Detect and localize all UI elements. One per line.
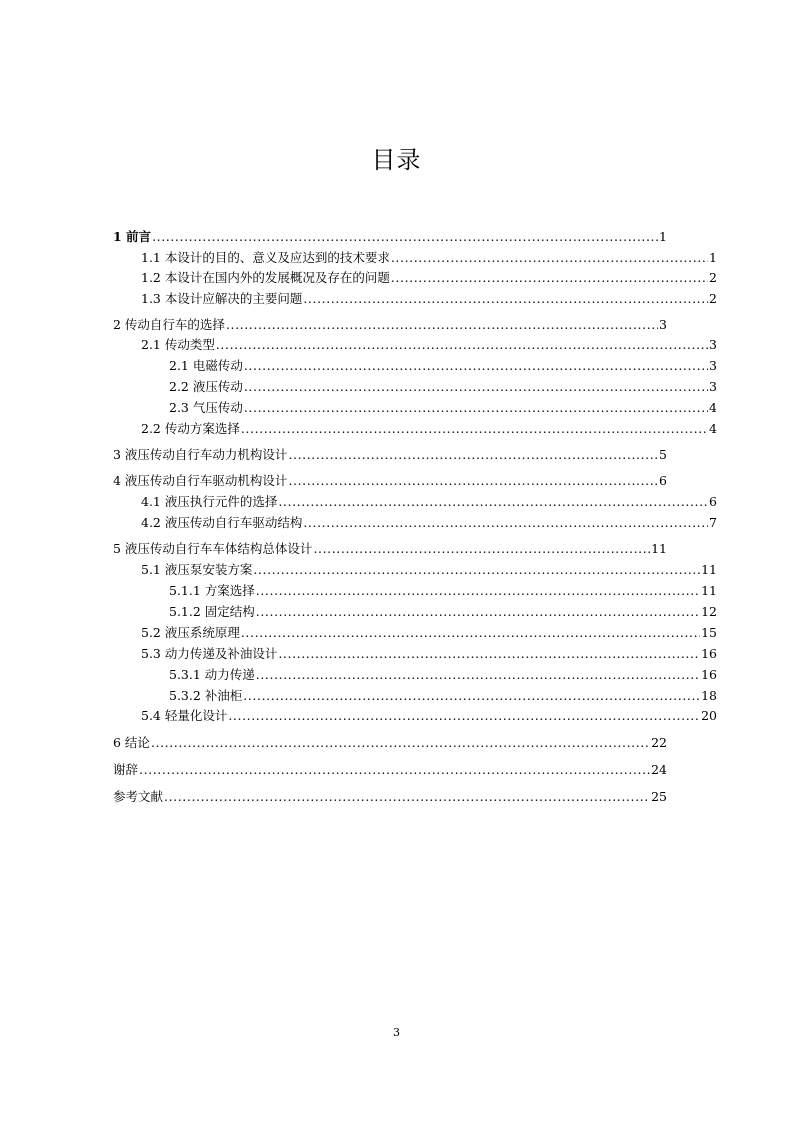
toc-leader-dots <box>253 560 700 580</box>
toc-entry-page: 6 <box>659 473 667 488</box>
toc-entry-5-1-2[interactable] <box>169 602 717 622</box>
toc-leader-dots <box>391 248 708 268</box>
toc-leader-dots <box>226 315 658 335</box>
toc-entry-page: 4 <box>709 400 717 415</box>
toc-entry-page: 15 <box>701 625 717 640</box>
toc-entry-3[interactable] <box>113 445 667 465</box>
toc-entry-5-1[interactable] <box>141 560 717 580</box>
toc-entry-label: 1.2 本设计在国内外的发展概况及存在的问题 <box>141 270 390 285</box>
toc-entry-page: 3 <box>659 317 667 332</box>
toc-leader-dots <box>313 539 650 559</box>
toc-leader-dots <box>152 227 658 247</box>
toc-entry-page: 3 <box>709 337 717 352</box>
toc-entry-label: 5.3.2 补油柜 <box>169 688 243 703</box>
toc-leader-dots <box>288 445 658 465</box>
toc-entry-page: 11 <box>651 541 667 556</box>
toc-entry-page: 11 <box>701 562 717 577</box>
toc-entry-label: 1.3 本设计应解决的主要问题 <box>141 291 303 306</box>
toc-entry-5-3-1[interactable] <box>169 665 717 685</box>
toc-entry-page: 18 <box>701 688 717 703</box>
toc-entry-label: 2 传动自行车的选择 <box>113 317 225 332</box>
toc-entry-1[interactable] <box>113 227 667 247</box>
toc-entry-5-4[interactable] <box>141 706 717 726</box>
toc-entry-label: 3 液压传动自行车动力机构设计 <box>113 447 288 462</box>
toc-entry-label: 2.1 传动类型 <box>141 337 215 352</box>
toc-entry-page: 1 <box>659 229 667 244</box>
toc-entry-label: 5 液压传动自行车车体结构总体设计 <box>113 541 313 556</box>
toc-entry-label: 4 液压传动自行车驱动机构设计 <box>113 473 288 488</box>
toc-leader-dots <box>139 760 650 780</box>
toc-entry-1-3[interactable] <box>141 289 717 309</box>
toc-entry-2[interactable] <box>113 315 667 335</box>
toc-entry-page: 20 <box>701 708 717 723</box>
toc-entry-page: 3 <box>709 358 717 373</box>
toc-leader-dots <box>288 471 658 491</box>
toc-entry-label: 2.1 电磁传动 <box>169 358 243 373</box>
toc-entry-label: 2.3 气压传动 <box>169 400 243 415</box>
toc-entry-label: 5.3 动力传递及补油设计 <box>141 646 278 661</box>
toc-entry-label: 5.1 液压泵安装方案 <box>141 562 253 577</box>
toc-leader-dots <box>256 665 700 685</box>
toc-entry-label: 1 前言 <box>113 229 152 244</box>
toc-entry-2-1-electromagnetic[interactable] <box>169 356 717 376</box>
toc-entry-acknowledgements[interactable] <box>113 760 667 780</box>
toc-entry-5-1-1[interactable] <box>169 581 717 601</box>
toc-leader-dots <box>278 492 708 512</box>
toc-leader-dots <box>241 419 708 439</box>
toc-entry-5[interactable] <box>113 539 667 559</box>
toc-entry-label: 4.1 液压执行元件的选择 <box>141 494 278 509</box>
toc-leader-dots <box>256 581 700 601</box>
toc-entry-2-2-hydraulic[interactable] <box>169 377 717 397</box>
toc-entry-4-2[interactable] <box>141 513 717 533</box>
toc-entry-page: 12 <box>701 604 717 619</box>
toc-entry-label: 2.2 传动方案选择 <box>141 421 240 436</box>
page-number: 3 <box>393 1026 400 1039</box>
toc-entry-page: 16 <box>701 667 717 682</box>
toc-leader-dots <box>303 513 708 533</box>
toc-entry-label: 5.1.2 固定结构 <box>169 604 255 619</box>
toc-entry-label: 5.4 轻量化设计 <box>141 708 228 723</box>
toc-entry-page: 5 <box>659 447 667 462</box>
toc-leader-dots <box>151 733 650 753</box>
toc-leader-dots <box>278 644 700 664</box>
toc-entry-page: 7 <box>709 515 717 530</box>
toc-leader-dots <box>244 377 708 397</box>
toc-entry-2-1[interactable] <box>141 335 717 355</box>
toc-entry-label: 6 结论 <box>113 735 150 750</box>
toc-leader-dots <box>256 602 700 622</box>
toc-entry-6[interactable] <box>113 733 667 753</box>
toc-entry-page: 11 <box>701 583 717 598</box>
toc-entry-label: 5.2 液压系统原理 <box>141 625 240 640</box>
toc-entry-1-1[interactable] <box>141 248 717 268</box>
toc-entry-page: 2 <box>709 270 717 285</box>
toc-entry-4[interactable] <box>113 471 667 491</box>
toc-entry-page: 3 <box>709 379 717 394</box>
toc-entry-page: 6 <box>709 494 717 509</box>
toc-entry-5-2[interactable] <box>141 623 717 643</box>
toc-leader-dots <box>164 787 650 807</box>
toc-entry-5-3[interactable] <box>141 644 717 664</box>
toc-title: 目录 <box>371 146 422 174</box>
toc-entry-references[interactable] <box>113 787 667 807</box>
toc-leader-dots <box>303 289 708 309</box>
toc-entry-1-2[interactable] <box>141 268 717 288</box>
toc-entry-page: 24 <box>651 762 667 777</box>
toc-leader-dots <box>243 686 700 706</box>
toc-entry-label: 5.1.1 方案选择 <box>169 583 255 598</box>
toc-entry-page: 4 <box>709 421 717 436</box>
toc-entry-label: 4.2 液压传动自行车驱动结构 <box>141 515 303 530</box>
toc-entry-label: 谢辞 <box>113 762 139 777</box>
toc-leader-dots <box>216 335 708 355</box>
toc-entry-page: 22 <box>651 735 667 750</box>
toc-leader-dots <box>391 268 708 288</box>
toc-entry-page: 16 <box>701 646 717 661</box>
toc-entry-4-1[interactable] <box>141 492 717 512</box>
toc-entry-2-3-pneumatic[interactable] <box>169 398 717 418</box>
toc-entry-page: 2 <box>709 291 717 306</box>
toc-entry-page: 1 <box>709 250 717 265</box>
toc-entry-label: 5.3.1 动力传递 <box>169 667 255 682</box>
toc-entry-page: 25 <box>651 789 667 804</box>
toc-entry-label: 1.1 本设计的目的、意义及应达到的技术要求 <box>141 250 390 265</box>
toc-entry-2-2[interactable] <box>141 419 717 439</box>
toc-entry-5-3-2[interactable] <box>169 686 717 706</box>
toc-entry-label: 2.2 液压传动 <box>169 379 243 394</box>
toc-leader-dots <box>241 623 700 643</box>
toc-leader-dots <box>244 356 708 376</box>
toc-entry-label: 参考文献 <box>113 789 164 804</box>
toc-leader-dots <box>244 398 708 418</box>
toc-leader-dots <box>228 706 700 726</box>
